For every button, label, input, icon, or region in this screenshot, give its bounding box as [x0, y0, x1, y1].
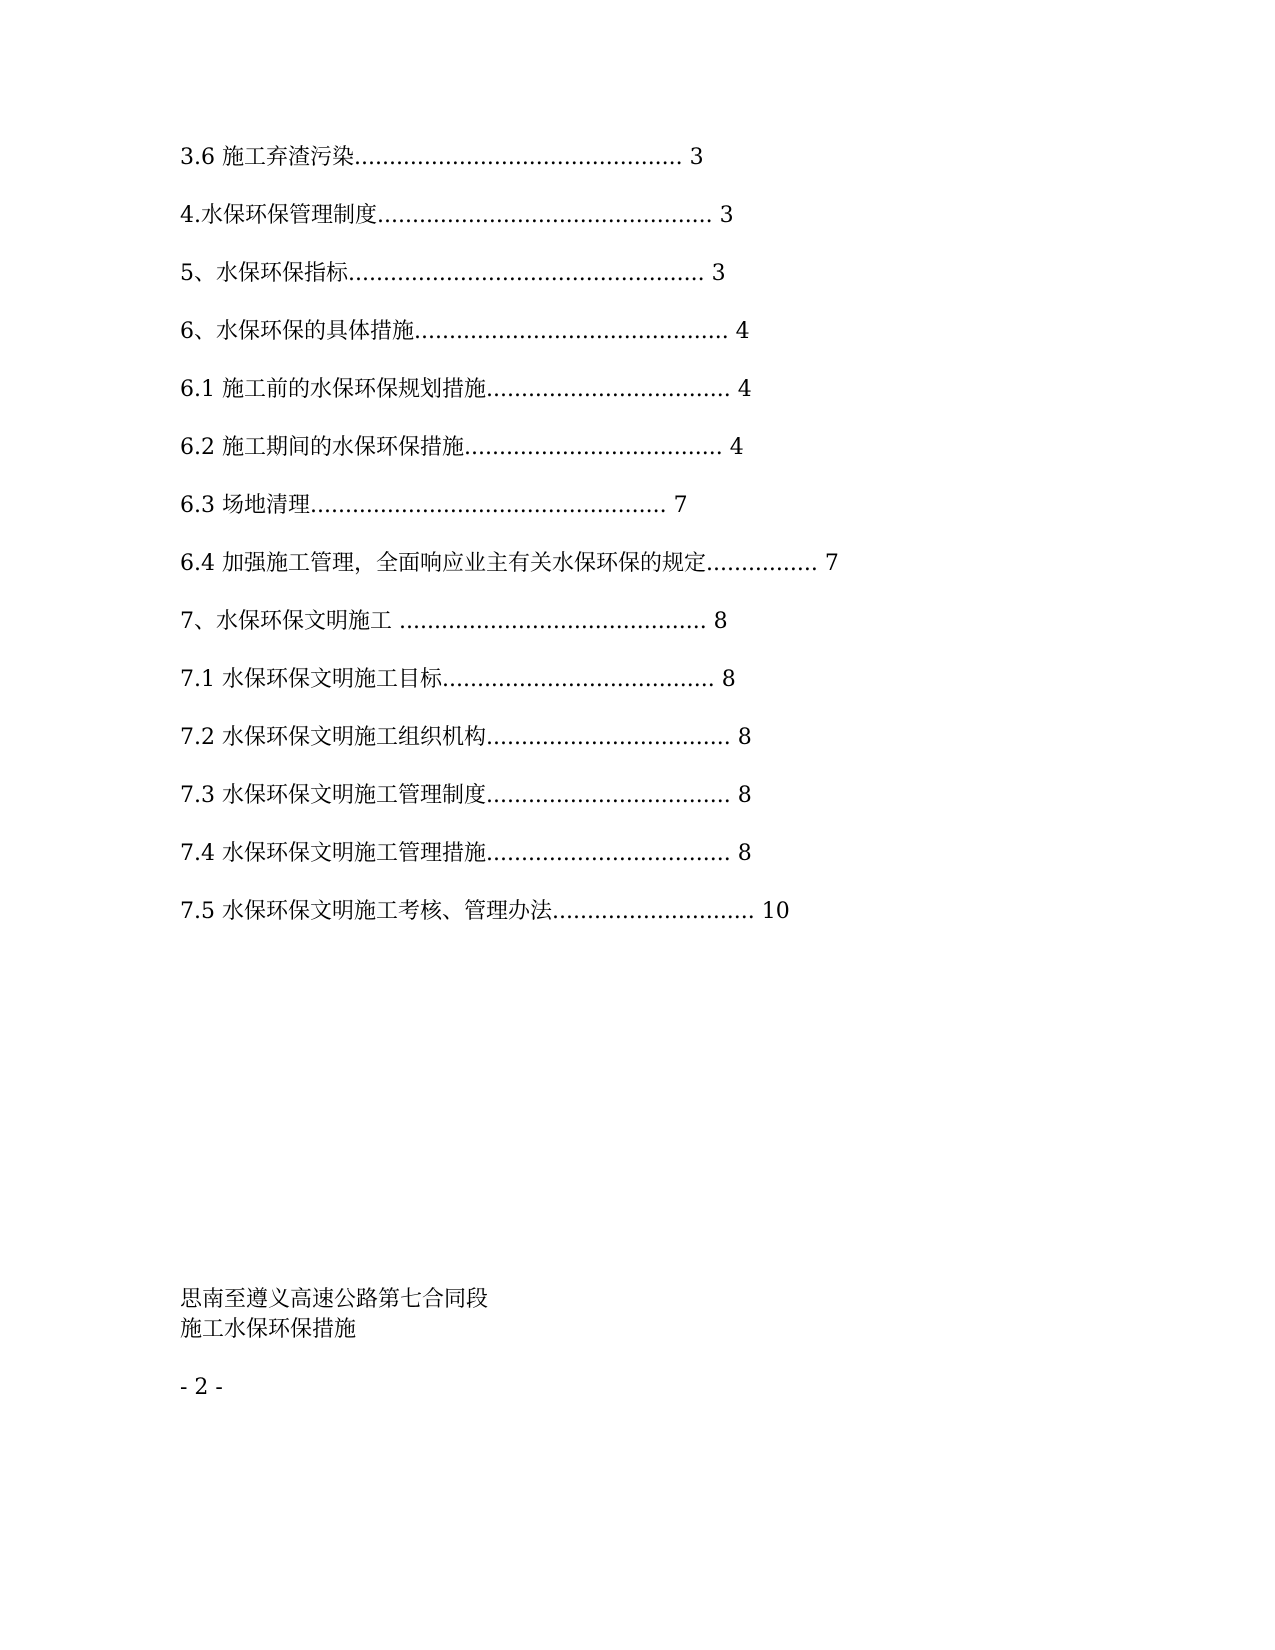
footer-document-title: 施工水保环保措施: [180, 1317, 357, 1342]
toc-entry-7-4[interactable]: 7.4 水保环保文明施工管理措施................................... 8: [180, 841, 752, 866]
toc-entry-7[interactable]: 7、水保环保文明施工 ............................................ 8: [180, 609, 728, 634]
page-number: - 2 -: [180, 1375, 223, 1400]
toc-entry-4[interactable]: 4.水保环保管理制度................................................ 3: [180, 203, 734, 228]
toc-entry-7-1[interactable]: 7.1 水保环保文明施工目标....................................... 8: [180, 667, 736, 692]
toc-entry-6[interactable]: 6、水保环保的具体措施............................................. 4: [180, 319, 750, 344]
toc-entry-3-6[interactable]: 3.6 施工弃渣污染............................................... 3: [180, 145, 704, 170]
toc-entry-5[interactable]: 5、水保环保指标................................................... 3: [180, 261, 726, 286]
toc-entry-7-5[interactable]: 7.5 水保环保文明施工考核、管理办法............................. 10: [180, 899, 790, 924]
toc-entry-6-1[interactable]: 6.1 施工前的水保环保规划措施................................... 4: [180, 377, 752, 402]
toc-entry-7-2[interactable]: 7.2 水保环保文明施工组织机构................................... 8: [180, 725, 752, 750]
toc-entry-6-2[interactable]: 6.2 施工期间的水保环保措施..................................... 4: [180, 435, 744, 460]
toc-entry-6-4[interactable]: 6.4 加强施工管理，全面响应业主有关水保环保的规定................ 7: [180, 551, 839, 576]
toc-entry-7-3[interactable]: 7.3 水保环保文明施工管理制度................................... 8: [180, 783, 752, 808]
toc-entry-6-3[interactable]: 6.3 场地清理................................................... 7: [180, 493, 688, 518]
footer-project-name: 思南至遵义高速公路第七合同段: [180, 1287, 489, 1312]
